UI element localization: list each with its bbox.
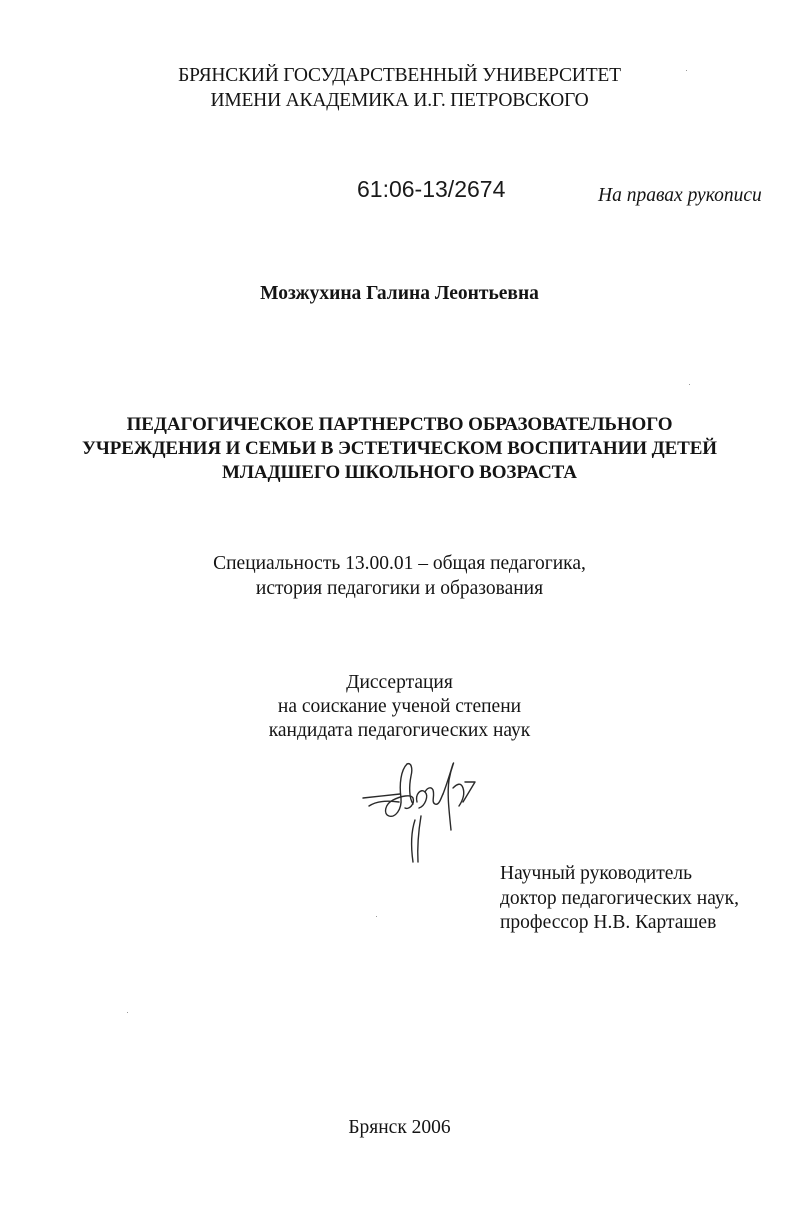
supervisor-line-2: доктор педагогических наук, (500, 888, 739, 909)
dissertation-title-line-2: УЧРЕЖДЕНИЯ И СЕМЬИ В ЭСТЕТИЧЕСКОМ ВОСПИТАНИИ ДЕТЕЙ (82, 438, 717, 459)
handwritten-signature (355, 758, 485, 868)
dissertation-title-line-3: МЛАДШЕГО ШКОЛЬНОГО ВОЗРАСТА (222, 462, 577, 483)
scan-speck (689, 384, 690, 385)
rights-note: На правах рукописи (598, 185, 762, 206)
degree-line-1: Диссертация (346, 672, 453, 693)
university-name-line-1: БРЯНСКИЙ ГОСУДАРСТВЕННЫЙ УНИВЕРСИТЕТ (178, 65, 621, 86)
degree-line-3: кандидата педагогических наук (268, 720, 531, 741)
university-name-line-2: ИМЕНИ АКАДЕМИКА И.Г. ПЕТРОВСКОГО (210, 90, 589, 111)
degree-line-2: на соискание ученой степени (277, 696, 522, 717)
specialty-line-2: история педагогики и образования (255, 578, 544, 599)
supervisor-line-3: профессор Н.В. Карташев (500, 912, 717, 933)
city-and-year: Брянск 2006 (348, 1117, 451, 1138)
scan-speck (376, 916, 377, 917)
catalog-code: 61:06-13/2674 (357, 176, 506, 202)
specialty-line-1: Специальность 13.00.01 – общая педагогика, (213, 553, 586, 574)
scan-speck (686, 70, 687, 71)
supervisor-line-1: Научный руководитель (500, 863, 693, 884)
author-name: Мозжухина Галина Леонтьевна (260, 283, 539, 304)
scan-speck (127, 1012, 128, 1013)
dissertation-title-line-1: ПЕДАГОГИЧЕСКОЕ ПАРТНЕРСТВО ОБРАЗОВАТЕЛЬНОГО (126, 414, 673, 435)
